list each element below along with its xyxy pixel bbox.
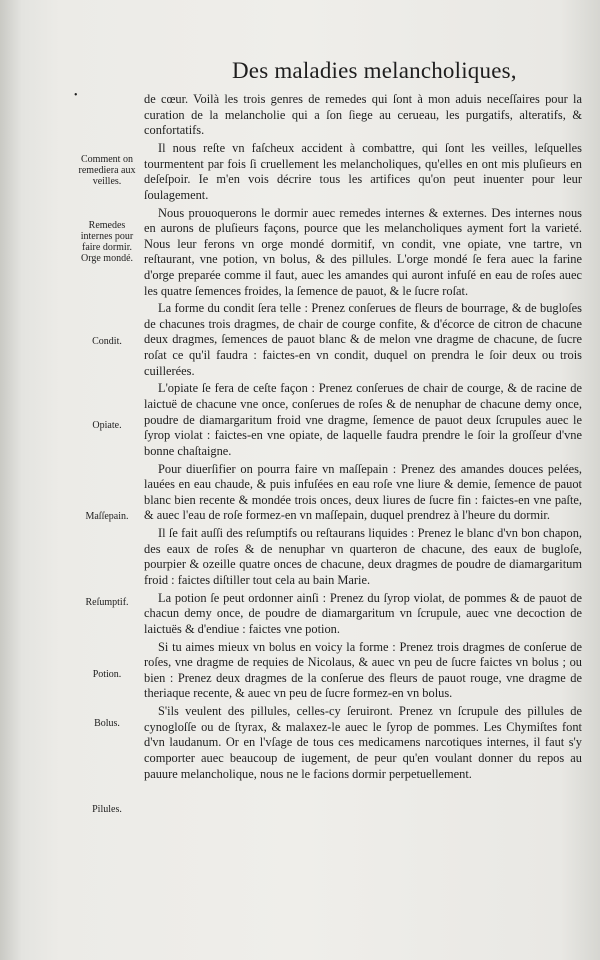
margin-note-remedes-internes: Remedes internes pour faire dormir. Orge mondé. bbox=[80, 220, 134, 264]
margin-note-resumptif: Reſumptif. bbox=[85, 597, 129, 608]
paragraph: Il ſe fait auſſi des reſumptifs ou reſtaurans liquides : Prenez le blanc d'vn bon chapon, des eaux de roſes & de nenuphar vn quarteron de chacune, des eaux de bugloſe, pourpier & ozeille quatre onces de chacune, deux dragmes de poudre de diamargaritum froid : faictes diſtiller tout cela au bain Marie. bbox=[144, 526, 582, 587]
paragraph: Il nous reſte vn faſcheux accident à combattre, qui ſont les veilles, leſquelles tourmentent par fois ſi cruellement les melancholiques, qu'elles en ont mis pluſieurs en deſeſpoir. Ie m'en vois décrire tous les artifices qu'on peut inuenter pour leur ſoulagement. bbox=[144, 140, 582, 202]
paragraph: de cœur. Voilà les trois genres de remedes qui ſont à mon aduis neceſſaires pour la curation de la melancholie qui a ſon ſiege au cerueau, les purgatifs, alteratifs, & confortatifs. bbox=[144, 92, 582, 138]
paragraph: Pour diuerſifier on pourra faire vn maſſepain : Prenez des amandes douces pelées, lauées en eau chaude, & puis infuſées en eau roſe vne liure & demie, ſemence de pauot blanc bien recente & mondée trois onces, deux liures de ſucre fin : faictes-en vne paſte, & auec l'eau de roſe formez-en vn maſſepain, duquel prendrez à l'heure du dormir. bbox=[144, 461, 582, 523]
margin-note-massepain: Maſſepain. bbox=[85, 511, 129, 522]
paragraph: Nous prouoquerons le dormir auec remedes internes & externes. Des internes nous en aurons de pluſieurs façons, pource que les melancholiques ayment fort la varieté. Nous leur ferons vn orge mondé dormitif, vn condit, vne opiate, vne tartre, vn reſtaurant, vne potion, vn bolus, & des pillules. L'orge mondé ſe fera auec la farine d'orge preparée comme il faut, auec les amandes qui auront infuſé en eau de roſes auec les quatre ſemences froides, la ſemence de pauot, & le ſucre roſat. bbox=[144, 205, 582, 298]
body-text bbox=[144, 92, 582, 784]
paragraph: S'ils veulent des pillules, celles-cy ſeruiront. Prenez vn ſcrupule des pillules de cynogloſſe ou de ſtyrax, & malaxez-le auec le ſyrop de pommes. Les Chymiſtes font d'vn laudanum. Or en l'vſage de tous ces medicamens narcotiques internes, il faut s'y comporter auec beaucoup de iugement, de peur qu'en voulant donner du repos au pauure melancholique, nous ne le facions dormir perpetuellement. bbox=[144, 704, 582, 781]
paragraph: Si tu aimes mieux vn bolus en voicy la forme : Prenez trois dragmes de conſerue de roſes, vne dragme de requies de Nicolaus, & auec vn peu de ſucre faictes vn bolus ; ou bien : Prenez deux dragmes de la conſerue des fleurs de pauot rouge, vne dragme de theriaque recente, & auec vn peu de ſucre formez-en vn bolus. bbox=[144, 639, 582, 701]
margin-note-potion: Potion. bbox=[92, 669, 122, 680]
paragraph: La forme du condit ſera telle : Prenez conſerues de fleurs de bourrage, & de bugloſes de chacunes trois dragmes, de chair de courge confite, & d'écorce de citron de chacune deux dragmes, ſemences de pauot blanc & de melon vne dragme de chacune, de ſucre roſat ce qu'il faudra : faictes-en vn condit, duquel on prendra le ſoir deux ou trois cuillerées. bbox=[144, 301, 582, 378]
margin-note-bolus: Bolus. bbox=[94, 718, 120, 729]
running-title: Des maladies melancholiques, bbox=[232, 58, 517, 83]
margin-note-condit: Condit. bbox=[92, 336, 122, 347]
margin-note-opiate: Opiate. bbox=[92, 420, 122, 431]
margin-note-veilles: Comment on remediera aux veilles. bbox=[78, 154, 136, 187]
margin-dot: • bbox=[74, 90, 78, 101]
paragraph: L'opiate ſe fera de ceſte façon : Prenez conſerues de chair de courge, & de racine de laictuë de chacune vne once, conſerues de roſes & de nenuphar de chacune demy once, poudre de diamargaritum froid vne dragme, ſemence de pauot deux ſcrupules auec le ſyrop violat : faictes-en vne opiate, de laquelle faudra prendre le ſoir la groſſeur d'vne bonne chaſtaigne. bbox=[144, 381, 582, 458]
margin-note-pilules: Pilules. bbox=[92, 804, 122, 815]
paragraph: La potion ſe peut ordonner ainſi : Prenez du ſyrop violat, de pommes & de pauot de chacun demy once, de poudre de diamargaritum vn ſcrupule, auec vne decoction de laictuës & d'endiue : faictes vne potion. bbox=[144, 590, 582, 636]
